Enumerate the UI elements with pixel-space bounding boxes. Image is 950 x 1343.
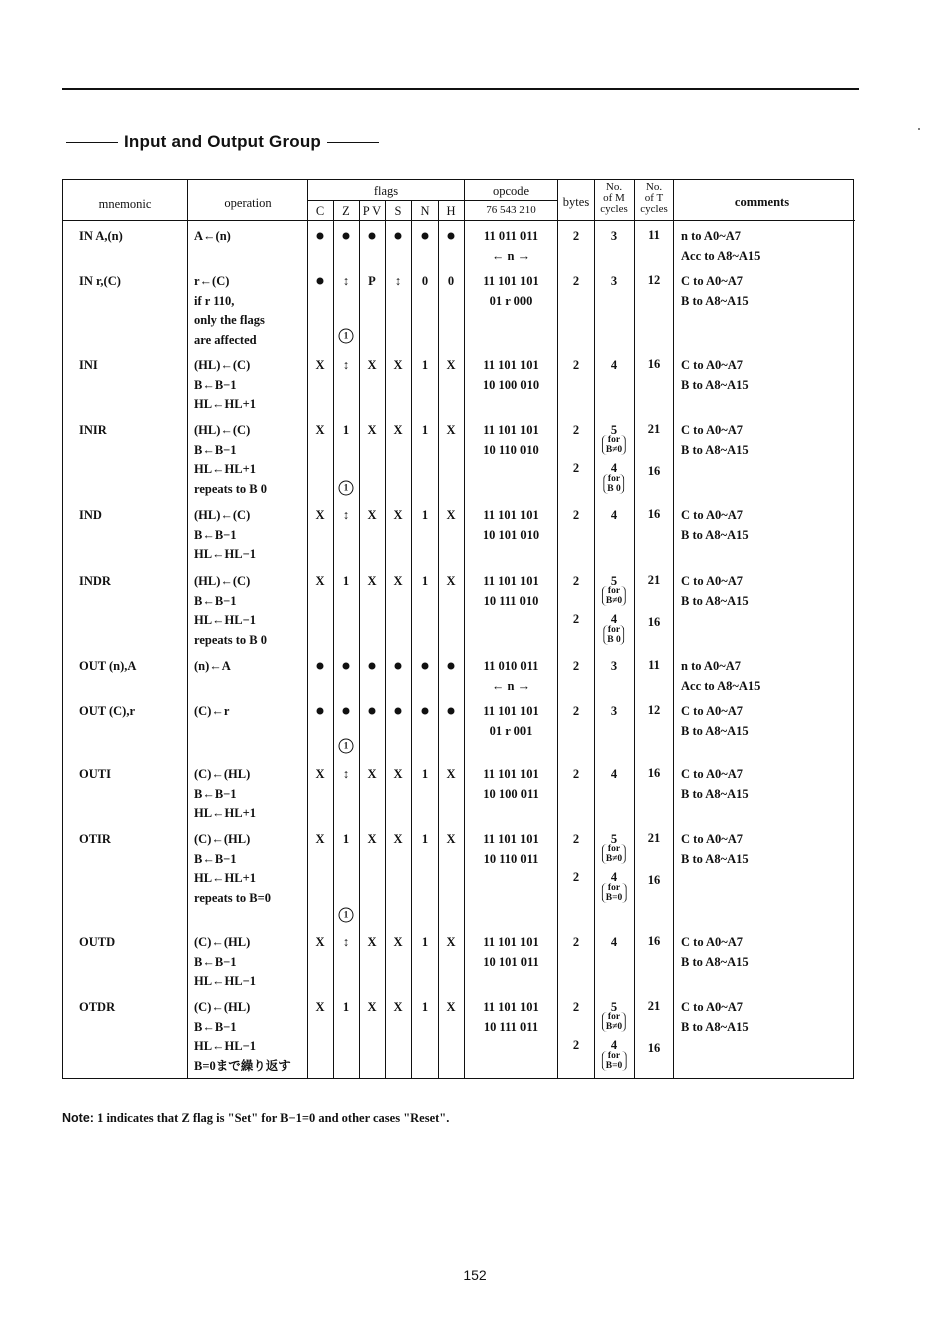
header-flag-5: H <box>446 204 456 218</box>
m-cycles-value: 4 <box>610 1038 618 1052</box>
operation-line: B←B−1 <box>194 593 237 608</box>
flag-value: ↕ <box>342 274 350 288</box>
mnemonic-cell: IND <box>79 508 102 522</box>
header-opcode: opcode <box>492 184 530 198</box>
m-cycles-value: 3 <box>610 659 618 673</box>
flag-column-rule-1 <box>359 201 360 1078</box>
flag-dot <box>422 233 429 240</box>
comment-line: Acc to A8~A15 <box>681 248 761 263</box>
operation-line: repeats to B 0 <box>194 481 268 496</box>
flag-value: X <box>393 358 403 372</box>
t-cycles-value: 16 <box>647 615 661 629</box>
comment-line: B to A8~A15 <box>681 377 749 392</box>
header-operation: operation <box>224 196 272 210</box>
opcode-line: 10 100 010 <box>482 377 540 392</box>
footnote-text: 1 indicates that Z flag is "Set" for B−1=0 and other cases "Reset". <box>97 1111 450 1125</box>
flag-value: 1 <box>421 832 429 846</box>
comment-line: B to A8~A15 <box>681 442 749 457</box>
comment-line: B to A8~A15 <box>681 723 749 738</box>
comment-line: C to A0~A7 <box>681 508 744 522</box>
flag-value: X <box>367 358 377 372</box>
flag-value: ↕ <box>342 935 350 949</box>
m-cycles-value: 4 <box>610 935 618 949</box>
flag-value: X <box>315 423 325 437</box>
header-flag-4: N <box>420 204 430 218</box>
opcode-line: 11 101 101 <box>483 423 539 437</box>
comment-line: B to A8~A15 <box>681 293 749 308</box>
t-cycles-value: 11 <box>648 658 660 672</box>
comment-line: B to A8~A15 <box>681 851 749 866</box>
operation-line: (C)←(HL) <box>194 935 251 949</box>
flag-value: P <box>368 274 376 288</box>
flag-value: 1 <box>421 508 429 522</box>
opcode-line: 11 101 101 <box>483 358 539 372</box>
column-rule-4 <box>594 180 595 1078</box>
t-cycles-value: 16 <box>647 873 661 887</box>
operation-line: HL←HL−1 <box>194 974 256 988</box>
t-cycles-value: 16 <box>647 464 661 478</box>
opcode-line: 11 101 101 <box>483 1000 539 1014</box>
flag-value: X <box>446 767 456 781</box>
mnemonic-cell: INDR <box>79 574 111 588</box>
bytes-value: 2 <box>572 358 580 372</box>
condition-bracket <box>602 435 626 455</box>
flag-value: X <box>446 574 456 588</box>
flag-value: 1 <box>421 574 429 588</box>
bytes-value: 2 <box>572 935 580 949</box>
bytes-value: 2 <box>572 612 580 626</box>
flag-dot <box>422 708 429 715</box>
bytes-value: 2 <box>572 423 580 437</box>
section-title <box>66 132 379 152</box>
comment-line: C to A0~A7 <box>681 704 744 718</box>
opcode-line: 10 111 011 <box>483 1019 539 1034</box>
bytes-value: 2 <box>572 870 580 884</box>
footnote-marker: 1 <box>339 329 354 344</box>
condition-text: B≠0 <box>605 445 623 455</box>
flag-dot <box>343 663 350 670</box>
header-mnemonic: mnemonic <box>98 197 152 211</box>
mnemonic-cell: INIR <box>79 423 107 437</box>
operation-line: (HL)←(C) <box>194 508 251 522</box>
opcode-line: ← n → <box>491 248 531 263</box>
condition-text: B≠0 <box>605 1022 623 1032</box>
operation-line: HL←HL−1 <box>194 547 256 561</box>
column-rule-6 <box>673 180 674 1078</box>
opcode-line: 01 r 001 <box>489 723 533 738</box>
mnemonic-cell: OUTI <box>79 767 111 781</box>
header-flags: flags <box>373 184 399 198</box>
bytes-value: 2 <box>572 1000 580 1014</box>
footnote-marker: 1 <box>339 739 354 754</box>
opcode-line: 11 101 101 <box>483 274 539 288</box>
operation-line: are affected <box>194 332 257 347</box>
flag-dot <box>448 233 455 240</box>
header-t-cycles-0: No. <box>645 181 663 193</box>
flag-value: X <box>315 508 325 522</box>
condition-text: B=0 <box>605 1061 623 1071</box>
operation-line: r←(C) <box>194 274 230 288</box>
condition-text: B 0 <box>607 635 621 645</box>
flag-value: X <box>446 935 456 949</box>
flag-value: X <box>393 423 403 437</box>
footnote-marker: 1 <box>339 908 354 923</box>
condition-text: B≠0 <box>605 596 623 606</box>
m-cycles-value: 4 <box>610 870 618 884</box>
flag-dot <box>422 663 429 670</box>
flag-value: X <box>446 1000 456 1014</box>
flag-dot <box>343 233 350 240</box>
flag-value: 1 <box>342 832 350 846</box>
header-m-cycles-1: of M <box>603 192 625 204</box>
m-cycles-value: 3 <box>610 274 618 288</box>
column-rule-1 <box>307 180 308 1078</box>
operation-line: HL←HL+1 <box>194 397 256 411</box>
m-cycles-value: 5 <box>610 423 618 437</box>
t-cycles-value: 16 <box>647 1041 661 1055</box>
condition-bracket <box>602 883 627 903</box>
header-m-cycles-2: cycles <box>600 203 628 215</box>
bytes-value: 2 <box>572 574 580 588</box>
header-flag-2: P V <box>362 204 382 218</box>
operation-line: B=0まで繰り返す <box>194 1058 291 1073</box>
comment-line: B to A8~A15 <box>681 954 749 969</box>
t-cycles-value: 12 <box>647 273 661 287</box>
operation-line: repeats to B 0 <box>194 632 268 647</box>
condition-text: for <box>607 474 621 484</box>
m-cycles-value: 4 <box>610 767 618 781</box>
flag-dot <box>369 663 376 670</box>
flag-value: X <box>315 574 325 588</box>
operation-line: if r 110, <box>194 293 235 308</box>
operation-line: A←(n) <box>194 229 231 243</box>
opcode-line: 11 101 101 <box>483 767 539 781</box>
mnemonic-cell: IN r,(C) <box>79 274 121 288</box>
flag-value: 1 <box>421 423 429 437</box>
operation-line: (C)←(HL) <box>194 832 251 846</box>
flag-value: ↕ <box>342 358 350 372</box>
flag-value: X <box>393 508 403 522</box>
operation-line: B←B−1 <box>194 786 237 801</box>
condition-text: for <box>607 586 621 596</box>
header-comments: comments <box>734 195 790 209</box>
operation-line: B←B−1 <box>194 442 237 457</box>
opcode-line: 01 r 000 <box>489 293 533 308</box>
title-dash-right <box>327 142 379 143</box>
comment-line: n to A0~A7 <box>681 229 741 243</box>
footnote <box>62 1111 449 1126</box>
flag-value: 0 <box>421 274 429 288</box>
t-cycles-value: 16 <box>647 766 661 780</box>
condition-bracket <box>602 586 626 606</box>
header-flag-3: S <box>394 204 402 218</box>
m-cycles-value: 5 <box>610 574 618 588</box>
footnote-marker: 1 <box>339 481 354 496</box>
m-cycles-value: 3 <box>610 229 618 243</box>
flag-column-rule-3 <box>411 201 412 1078</box>
t-cycles-value: 16 <box>647 507 661 521</box>
comment-line: C to A0~A7 <box>681 935 744 949</box>
flag-column-rule-2 <box>385 201 386 1078</box>
flag-dot <box>448 663 455 670</box>
flag-value: X <box>393 574 403 588</box>
flag-value: X <box>367 935 377 949</box>
condition-text: B=0 <box>605 893 623 903</box>
header-t-cycles-2: cycles <box>640 203 668 215</box>
flag-value: X <box>315 1000 325 1014</box>
bytes-value: 2 <box>572 461 580 475</box>
opcode-line: 10 111 010 <box>483 593 539 608</box>
column-rule-2 <box>464 180 465 1078</box>
opcode-line: 10 101 010 <box>482 527 540 542</box>
condition-text: for <box>607 844 621 854</box>
flag-value: X <box>315 767 325 781</box>
operation-line: HL←HL−1 <box>194 1039 256 1053</box>
condition-bracket <box>602 844 626 864</box>
flags-header-rule <box>307 200 557 201</box>
header-t-cycles-1: of T <box>644 192 664 204</box>
column-rule-0 <box>187 180 188 1078</box>
flag-dot <box>317 233 324 240</box>
t-cycles-value: 21 <box>647 831 661 845</box>
flag-value: X <box>393 1000 403 1014</box>
flag-dot <box>369 233 376 240</box>
instruction-table <box>62 179 854 1079</box>
m-cycles-value: 4 <box>610 461 618 475</box>
m-cycles-value: 5 <box>610 1000 618 1014</box>
bytes-value: 2 <box>572 229 580 243</box>
m-cycles-value: 5 <box>610 832 618 846</box>
flag-value: 1 <box>342 574 350 588</box>
title-dash-left <box>66 142 118 143</box>
condition-bracket <box>602 1012 626 1032</box>
m-cycles-value: 4 <box>610 358 618 372</box>
operation-line: B←B−1 <box>194 527 237 542</box>
flag-dot <box>317 663 324 670</box>
flag-value: 1 <box>342 423 350 437</box>
t-cycles-value: 21 <box>647 573 661 587</box>
flag-value: X <box>446 358 456 372</box>
top-rule <box>62 88 859 90</box>
header-bottom-rule <box>63 220 855 221</box>
flag-dot <box>395 708 402 715</box>
operation-line: HL←HL+1 <box>194 806 256 820</box>
condition-text: for <box>607 435 621 445</box>
bytes-value: 2 <box>572 832 580 846</box>
flag-value: ↕ <box>394 274 402 288</box>
operation-line: (HL)←(C) <box>194 574 251 588</box>
condition-text: B≠0 <box>605 854 623 864</box>
comment-line: C to A0~A7 <box>681 574 744 588</box>
bytes-value: 2 <box>572 508 580 522</box>
bytes-value: 2 <box>572 1038 580 1052</box>
operation-line: B←B−1 <box>194 1019 237 1034</box>
flag-value: X <box>446 423 456 437</box>
flag-value: X <box>446 832 456 846</box>
bytes-value: 2 <box>572 767 580 781</box>
comment-line: B to A8~A15 <box>681 593 749 608</box>
operation-line: only the flags <box>194 313 265 327</box>
flag-dot <box>395 233 402 240</box>
header-bytes: bytes <box>562 195 590 209</box>
comment-line: n to A0~A7 <box>681 659 741 673</box>
flag-value: X <box>393 935 403 949</box>
bytes-value: 2 <box>572 704 580 718</box>
comment-line: C to A0~A7 <box>681 358 744 372</box>
mnemonic-cell: OTIR <box>79 832 111 846</box>
mnemonic-cell: OTDR <box>79 1000 116 1014</box>
operation-line: (C)←(HL) <box>194 767 251 781</box>
t-cycles-value: 21 <box>647 999 661 1013</box>
flag-value: X <box>367 767 377 781</box>
opcode-line: ← n → <box>491 678 531 693</box>
comment-line: B to A8~A15 <box>681 786 749 801</box>
mnemonic-cell: INI <box>79 358 98 372</box>
bytes-value: 2 <box>572 274 580 288</box>
flag-dot <box>317 278 324 285</box>
opcode-line: 11 101 101 <box>483 704 539 718</box>
header-flag-1: Z <box>342 204 350 218</box>
flag-value: X <box>393 832 403 846</box>
comment-line: B to A8~A15 <box>681 527 749 542</box>
flag-value: X <box>367 832 377 846</box>
mnemonic-cell: OUT (C),r <box>79 704 136 718</box>
flag-value: X <box>315 935 325 949</box>
opcode-line: 11 101 101 <box>483 935 539 949</box>
opcode-line: 11 101 101 <box>483 574 539 588</box>
flag-value: X <box>393 767 403 781</box>
flag-value: X <box>315 358 325 372</box>
operation-line: B←B−1 <box>194 851 237 866</box>
m-cycles-value: 4 <box>610 612 618 626</box>
comment-line: C to A0~A7 <box>681 832 744 846</box>
flag-value: X <box>367 1000 377 1014</box>
comment-line: B to A8~A15 <box>681 1019 749 1034</box>
column-rule-3 <box>557 180 558 1078</box>
opcode-line: 10 100 011 <box>483 786 539 801</box>
operation-line: HL←HL+1 <box>194 871 256 885</box>
operation-line: B←B−1 <box>194 377 237 392</box>
operation-line: (C)←(HL) <box>194 1000 251 1014</box>
footnote-label: Note: <box>62 1111 94 1125</box>
flag-dot <box>448 708 455 715</box>
flag-value: ↕ <box>342 767 350 781</box>
flag-value: 1 <box>342 1000 350 1014</box>
flag-value: ↕ <box>342 508 350 522</box>
column-rule-5 <box>634 180 635 1078</box>
flag-value: X <box>367 423 377 437</box>
m-cycles-value: 4 <box>610 508 618 522</box>
operation-line: B←B−1 <box>194 954 237 969</box>
flag-value: X <box>367 508 377 522</box>
section-title-text: Input and Output Group <box>124 132 322 151</box>
flag-dot <box>343 708 350 715</box>
flag-value: X <box>315 832 325 846</box>
flag-value: 1 <box>421 935 429 949</box>
condition-text: for <box>607 1051 621 1061</box>
opcode-line: 11 011 011 <box>483 229 539 243</box>
mnemonic-cell: IN A,(n) <box>79 229 123 243</box>
t-cycles-value: 12 <box>647 703 661 717</box>
operation-line: (n)←A <box>194 659 231 673</box>
t-cycles-value: 16 <box>647 934 661 948</box>
operation-line: (HL)←(C) <box>194 423 251 437</box>
page-number: 152 <box>463 1267 487 1283</box>
condition-bracket <box>603 474 624 494</box>
flag-value: X <box>367 574 377 588</box>
condition-text: for <box>607 625 621 635</box>
t-cycles-value: 21 <box>647 422 661 436</box>
flag-dot <box>395 663 402 670</box>
header-flag-0: C <box>315 204 325 218</box>
condition-text: for <box>607 1012 621 1022</box>
operation-line: HL←HL−1 <box>194 613 256 627</box>
header-opcode-bits: 76 543 210 <box>486 204 536 216</box>
flag-column-rule-0 <box>333 201 334 1078</box>
operation-line: (C)←r <box>194 704 230 718</box>
m-cycles-value: 3 <box>610 704 618 718</box>
opcode-line: 10 110 010 <box>483 442 539 457</box>
opcode-line: 10 101 011 <box>483 954 539 969</box>
operation-line: HL←HL+1 <box>194 462 256 476</box>
flag-value: X <box>446 508 456 522</box>
opcode-line: 11 101 101 <box>483 508 539 522</box>
bytes-value: 2 <box>572 659 580 673</box>
opcode-line: 11 101 101 <box>483 832 539 846</box>
operation-line: repeats to B=0 <box>194 890 272 905</box>
operation-line: (HL)←(C) <box>194 358 251 372</box>
t-cycles-value: 11 <box>648 228 660 242</box>
mnemonic-cell: OUTD <box>79 935 116 949</box>
flag-dot <box>317 708 324 715</box>
comment-line: C to A0~A7 <box>681 767 744 781</box>
comment-line: C to A0~A7 <box>681 274 744 288</box>
flag-value: 1 <box>421 358 429 372</box>
condition-bracket <box>602 1051 627 1071</box>
opcode-line: 10 110 011 <box>483 851 539 866</box>
flag-value: 1 <box>421 767 429 781</box>
flag-value: 0 <box>447 274 455 288</box>
t-cycles-value: 16 <box>647 357 661 371</box>
condition-text: B 0 <box>607 484 621 494</box>
condition-bracket <box>603 625 624 645</box>
flag-value: 1 <box>421 1000 429 1014</box>
comment-line: C to A0~A7 <box>681 1000 744 1014</box>
flag-dot <box>369 708 376 715</box>
mnemonic-cell: OUT (n),A <box>79 659 137 673</box>
speck <box>918 128 920 130</box>
flag-column-rule-4 <box>438 201 439 1078</box>
opcode-line: 11 010 011 <box>483 659 539 673</box>
condition-text: for <box>607 883 621 893</box>
header-m-cycles-0: No. <box>605 181 623 193</box>
comment-line: Acc to A8~A15 <box>681 678 761 693</box>
comment-line: C to A0~A7 <box>681 423 744 437</box>
